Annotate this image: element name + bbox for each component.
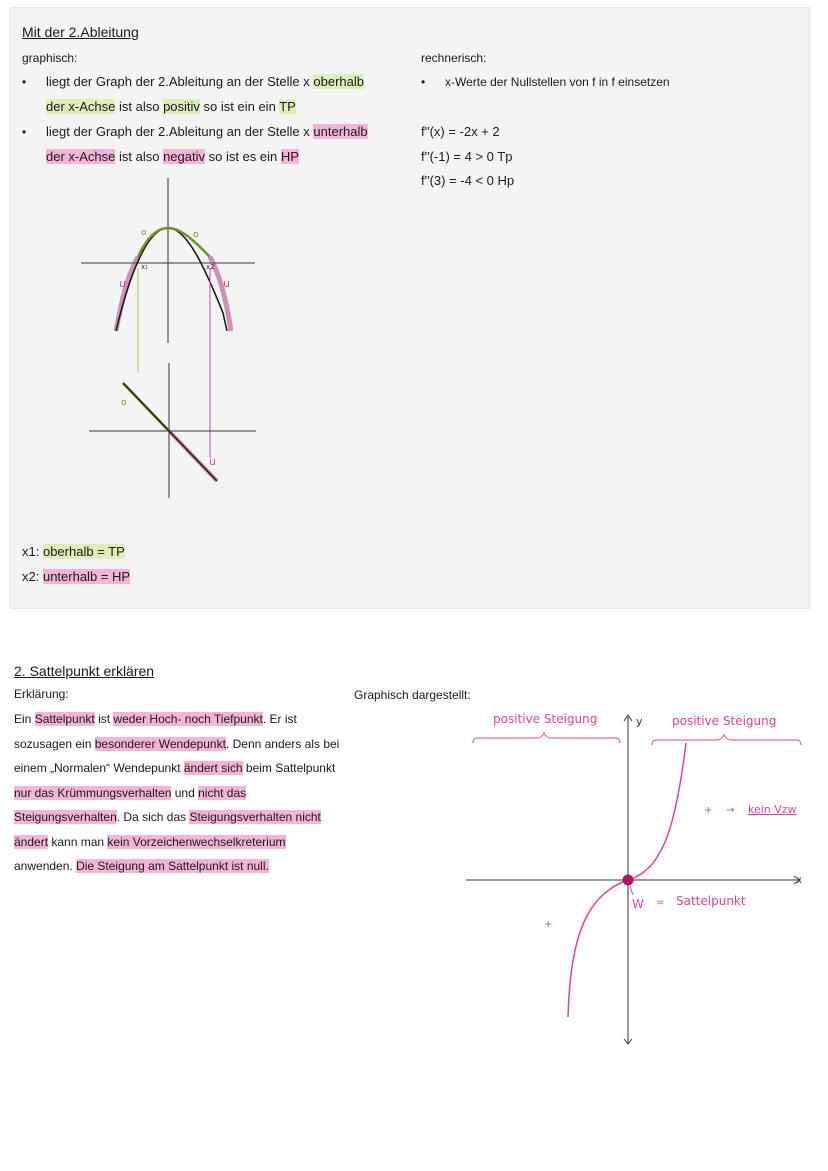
explanation-paragraph — [14, 707, 344, 879]
bullet1-highlight-oberhalb: oberhalb — [313, 74, 364, 89]
formula-3: f''(3) = -4 < 0 Hp — [421, 173, 515, 188]
explanation-label: Erklärung: — [14, 687, 69, 701]
section1-title: Mit der 2.Ableitung — [22, 24, 139, 40]
bullet2-highlight-achse: der x-Achse — [46, 149, 116, 164]
bullet2-highlight-negativ: negativ — [163, 149, 205, 164]
left-brace — [473, 733, 620, 743]
plus-sign-right: + — [704, 805, 713, 816]
formula-1: f''(x) = -2x + 2 — [421, 124, 500, 139]
bullet1-line1 — [46, 74, 364, 89]
paragraph-text: . Da sich das — [116, 810, 190, 824]
paragraph-highlight: besonderer Wendepunkt — [94, 736, 226, 751]
bullet2-highlight-hp: HP — [280, 149, 299, 164]
bullet2-line1 — [46, 124, 368, 139]
plus-sign-left: + — [544, 919, 553, 930]
bullet1-text: liegt der Graph der 2.Ableitung an der Stelle x — [46, 74, 314, 89]
paragraph-highlight: nicht das Steigungsverhalten — [14, 785, 247, 824]
bullet2-line2 — [46, 149, 299, 164]
bullet-dot: • — [421, 75, 426, 89]
summary-x1-highlight: oberhalb = TP — [42, 544, 125, 559]
paragraph-highlight: kein Vorzeichenwechselkreterium — [107, 834, 286, 849]
u-label-right: u — [223, 277, 230, 290]
paragraph-highlight: Sattelpunkt — [34, 712, 95, 726]
x1-label: x₁ — [141, 263, 148, 271]
summary-x1 — [22, 544, 125, 559]
x-axis-label: x — [796, 875, 802, 886]
saddle-point-marker — [623, 875, 634, 886]
u-label-left: u — [119, 277, 126, 290]
bullet2-highlight-unterhalb: unterhalb — [313, 124, 368, 139]
paragraph-text: ist — [94, 712, 114, 726]
arrow-glyph: → — [726, 805, 735, 816]
right-annotation: positive Steigung — [672, 714, 777, 728]
o-label-right: o — [193, 230, 199, 240]
bullet-dot: • — [22, 125, 27, 139]
calc-label: rechnerisch: — [421, 51, 487, 65]
summary-x2-highlight: unterhalb = HP — [42, 569, 131, 584]
o-label-left: o — [141, 228, 147, 238]
ableitung-card — [10, 7, 810, 609]
w-pointer — [630, 886, 633, 895]
summary-x2-label: x2: — [22, 569, 43, 584]
bullet-dot: • — [22, 75, 27, 89]
summary-x2 — [22, 569, 130, 584]
paragraph-highlight: weder Hoch- noch Tiefpunkt — [113, 712, 263, 726]
sattelpunkt-label: Sattelpunkt — [676, 894, 746, 908]
formula-2: f''(-1) = 4 > 0 Tp — [421, 149, 513, 164]
bullet2-text: liegt der Graph der 2.Ableitung an der Stelle x — [46, 124, 314, 139]
graphic-label: graphisch: — [22, 51, 78, 65]
paragraph-highlight: Steigungsverhalten nicht ändert — [14, 810, 321, 849]
bullet1-highlight-achse: der x-Achse — [46, 99, 116, 114]
paragraph-text: . Er ist sozusagen ein — [14, 712, 297, 751]
paragraph-text: und — [171, 785, 199, 800]
paragraph-text: beim Sattelpunkt — [242, 761, 336, 775]
paragraph-highlight: nur das Krümmungsverhalten — [14, 785, 172, 800]
y-axis-label: y — [636, 715, 643, 728]
calc-bullet: x-Werte der Nullstellen von f in f einsetzen — [445, 75, 670, 89]
o-label-bottom: o — [121, 398, 127, 408]
graph-label: Graphisch dargestellt: — [354, 688, 471, 702]
bullet1-highlight-positiv: positiv — [163, 99, 200, 114]
w-label: W — [632, 897, 644, 911]
kein-vzw-label: kein Vzw — [748, 803, 797, 816]
equals-sign: = — [656, 897, 665, 908]
summary-x1-label: x1: — [22, 544, 43, 559]
paragraph-highlight: Die Steigung am Sattelpunkt ist null. — [76, 859, 269, 873]
paragraph-highlight: ändert sich — [183, 761, 243, 775]
u-label-bottom: u — [209, 455, 216, 468]
paragraph-text: anwenden. — [14, 859, 77, 873]
left-annotation: positive Steigung — [493, 712, 598, 726]
saddle-point-plot — [458, 705, 818, 1050]
section2-title: 2. Sattelpunkt erklären — [14, 663, 155, 679]
x2-label: x2 — [206, 263, 215, 271]
paragraph-text: . Denn anders als bei einem „Normalen“ Wendepunkt — [14, 736, 340, 775]
derivative-sketch — [71, 173, 271, 503]
bullet1-post: so ist ein ein — [199, 99, 280, 114]
right-brace — [652, 735, 801, 745]
paragraph-text: Ein — [14, 712, 35, 726]
paragraph-text: kann man — [48, 834, 108, 849]
bullet1-highlight-tp: TP — [279, 99, 296, 114]
bullet1-line2 — [46, 99, 296, 114]
bullet2-mid: ist also — [115, 149, 164, 164]
second-derivative-line — [123, 383, 217, 481]
bullet1-mid: ist also — [115, 99, 164, 114]
bullet2-post: so ist es ein — [204, 149, 281, 164]
